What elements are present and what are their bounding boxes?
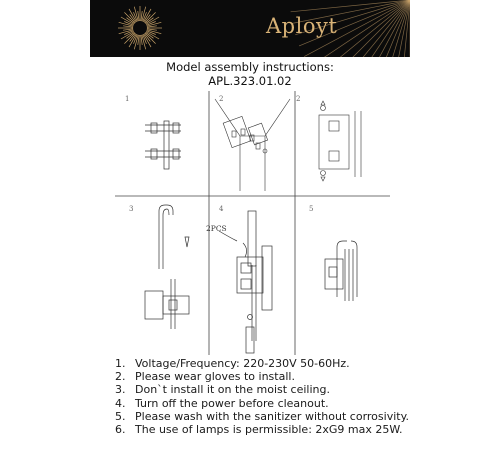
panel-number: 1 [125,95,130,103]
panel-2b-drawing [319,101,361,181]
panel-4-drawing [219,211,272,353]
list-item: 3. Don`t install it on the moist ceiling. [115,383,330,397]
panel-number: 3 [129,205,134,213]
sunburst-logo-icon [90,0,410,57]
assembly-diagram [115,91,390,355]
list-item: 6. The use of lamps is permissible: 2xG9 max 25W. [115,423,403,437]
document-title: Model assembly instructions: [166,60,334,74]
panel-number: 5 [309,205,314,213]
list-item: 5. Please wash with the sanitizer without corrosivity. [115,409,410,423]
list-item: 2. Please wear gloves to install. [115,370,295,384]
panel-3-drawing [145,205,189,329]
panel-number: 2 [219,95,224,103]
brand-name: Aployt [266,14,338,38]
assembly-diagram-drawing [115,91,390,355]
panel-1-drawing [145,121,181,169]
panel-5-drawing [325,241,357,301]
panel-number: 2 [296,95,301,103]
list-item: 4. Turn off the power before cleanout. [115,396,329,410]
instruction-list [115,357,409,436]
list-item: 1. Voltage/Frequency: 220-230V 50-60Hz. [115,357,350,370]
panel-number: 4 [219,205,224,213]
model-number: APL.323.01.02 [208,74,292,88]
brand-banner [90,0,410,57]
panel-2-drawing [215,99,290,191]
quantity-callout: 2PCS [206,224,227,233]
